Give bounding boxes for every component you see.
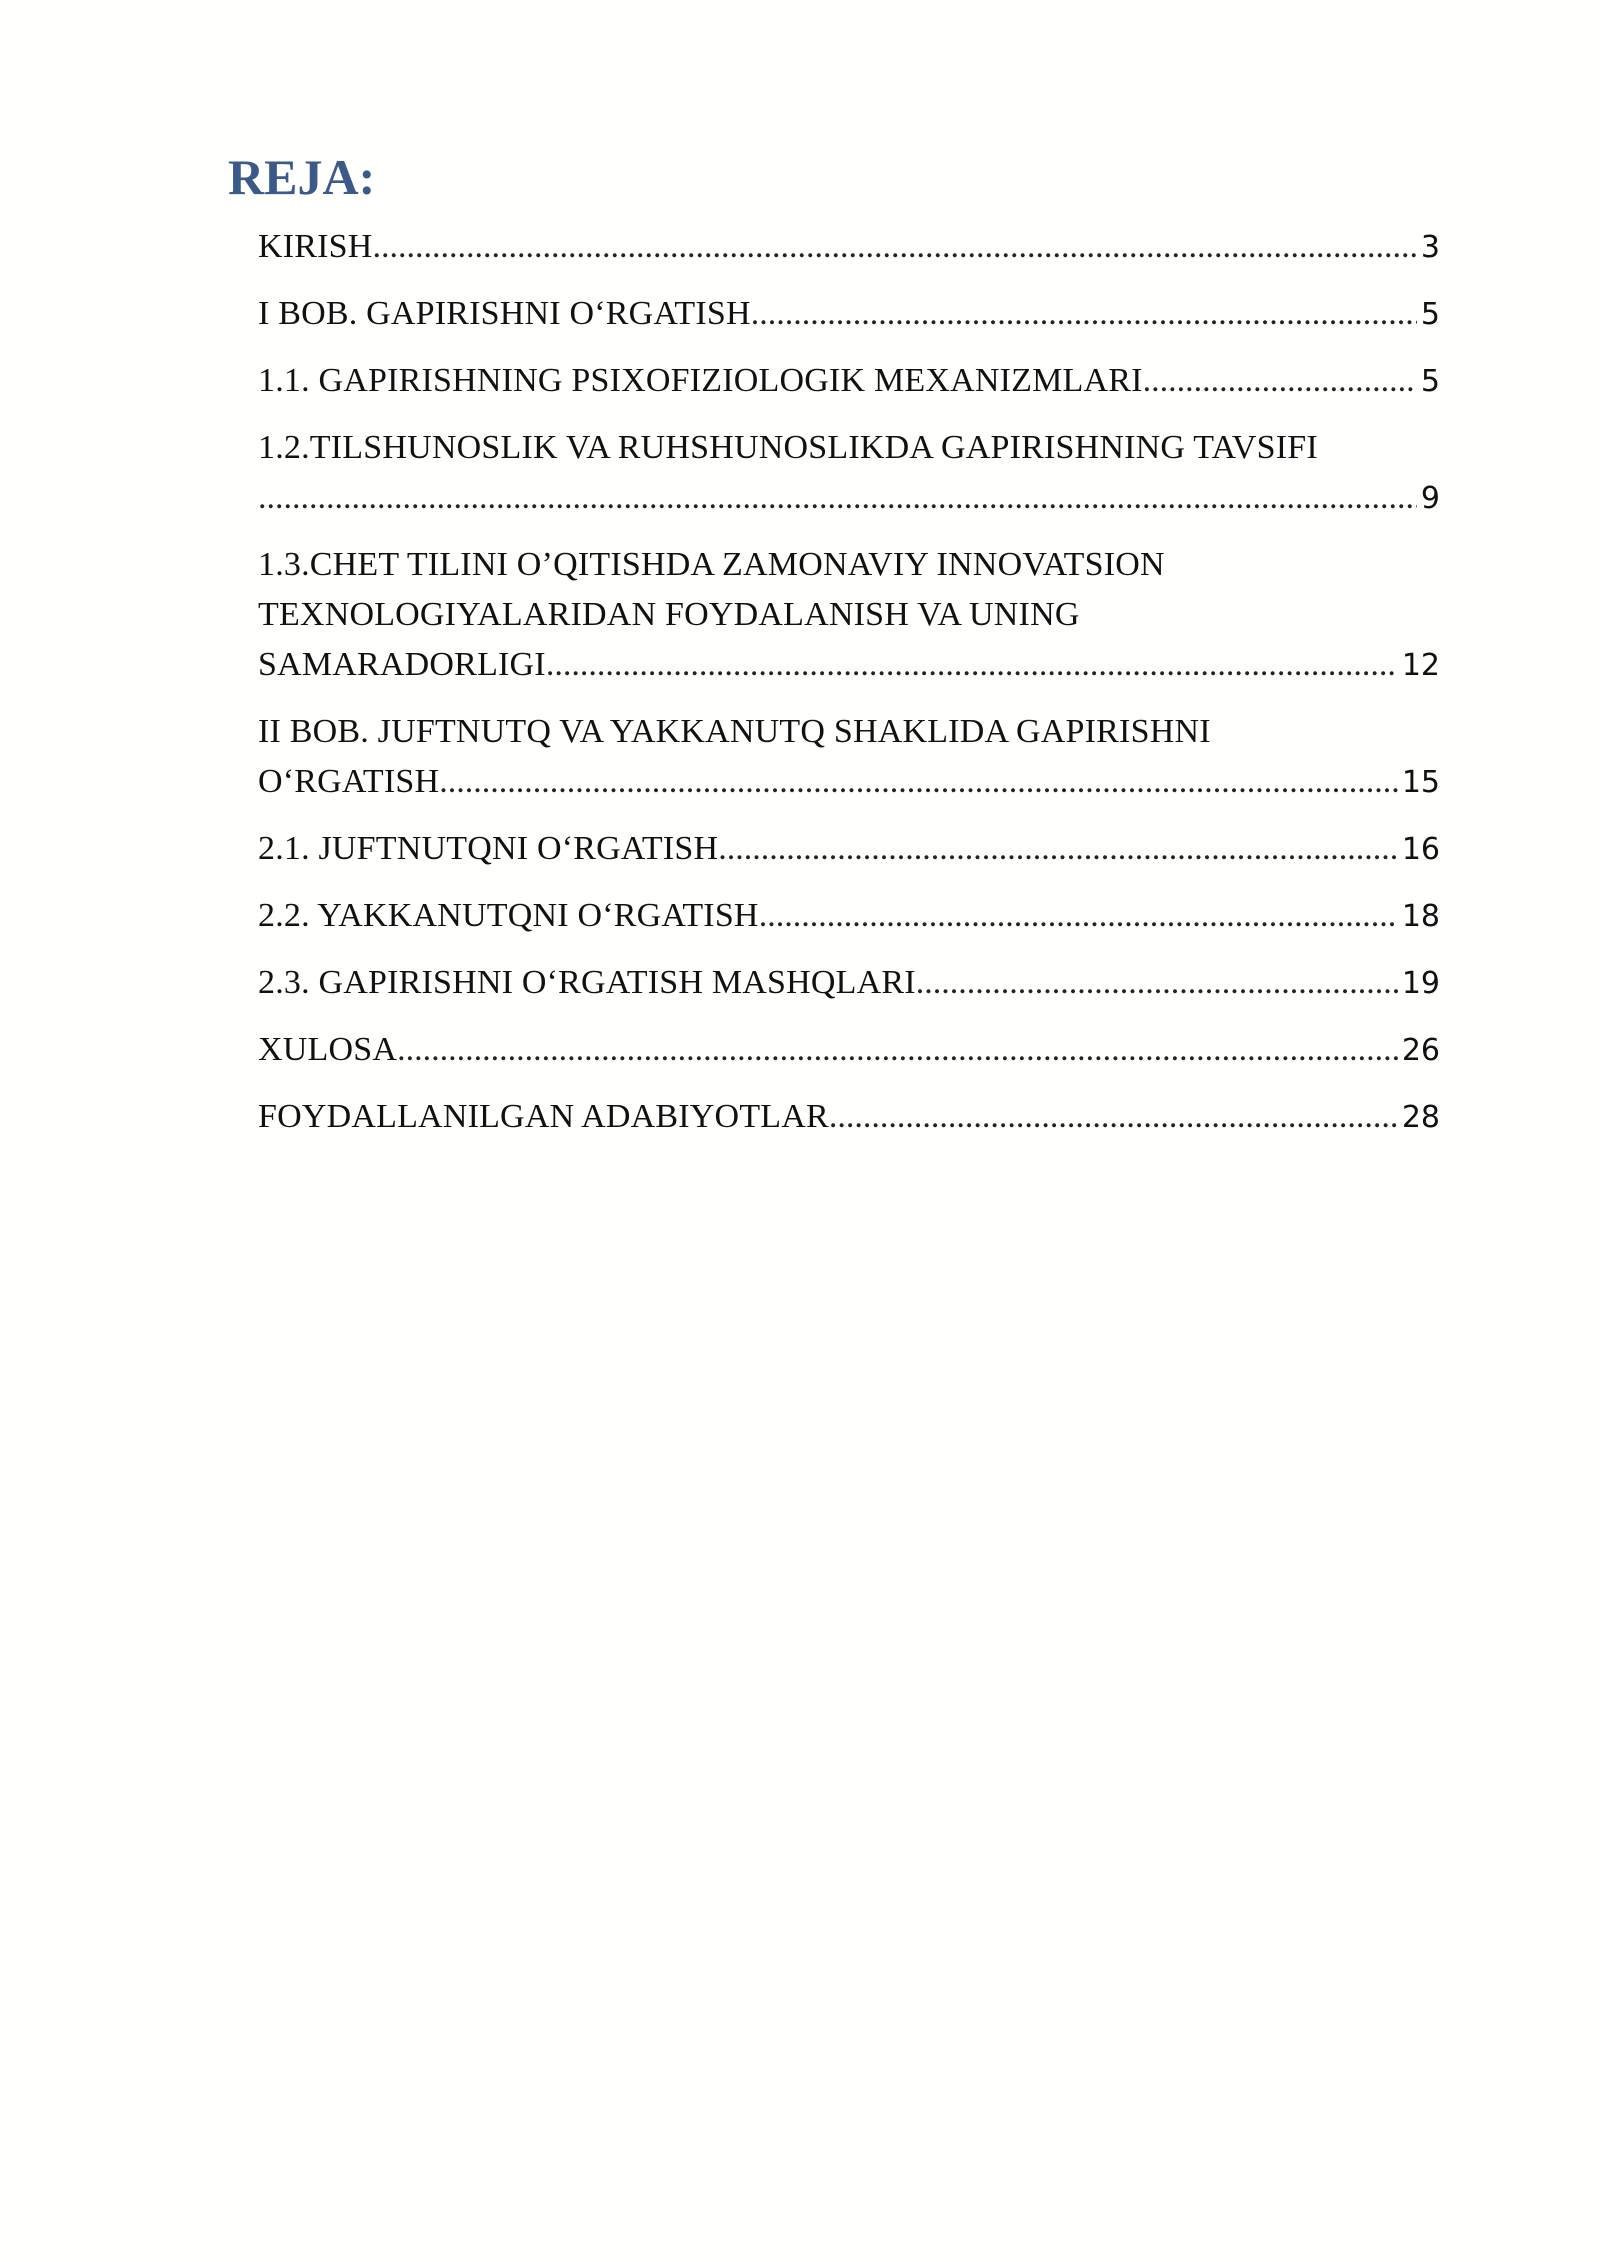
toc-page-number: 9 [1420,481,1440,516]
toc-entry-line [258,1092,1440,1143]
toc-page-number: 28 [1401,1100,1440,1135]
toc-page-number: 12 [1401,648,1440,683]
toc-entry-text: 2.1. JUFTNUTQNI O‘RGATISH [258,830,719,867]
toc-dot-leader [1143,356,1417,406]
toc-entry-line [258,473,1440,524]
toc-page-number: 19 [1401,966,1440,1001]
toc-entry[interactable] [258,1092,1440,1143]
toc-entry-line [258,1025,1440,1076]
toc-entry-text: 1.2.TILSHUNOSLIK VA RUHSHUNOSLIKDA GAPIRISHNING TAVSIFI [258,429,1318,466]
toc-entry-line [258,640,1440,691]
toc-dot-leader [718,824,1398,874]
toc-entry-text: 1.3.CHET TILINI O’QITISHDA ZAMONAVIY INNOVATSION [258,546,1165,583]
toc-dot-leader [439,757,1398,807]
toc-dot-leader [829,1092,1398,1142]
toc-dot-leader [258,473,1417,523]
toc-dot-leader [751,289,1417,339]
toc-entry-line [258,757,1440,808]
toc-entry-line [258,356,1440,407]
toc-page-number: 5 [1420,297,1440,332]
toc-entry[interactable] [258,707,1440,808]
toc-entry[interactable] [258,356,1440,407]
toc-entry-text: XULOSA [258,1031,398,1068]
toc-entry-text: 1.1. GAPIRISHNING PSIXOFIZIOLOGIK MEXANIZMLARI [258,362,1143,399]
toc-entry[interactable] [258,540,1440,691]
toc-page-number: 5 [1420,364,1440,399]
toc-entry-text: 2.3. GAPIRISHNI O‘RGATISH MASHQLARI [258,964,916,1001]
toc-dot-leader [546,640,1398,690]
toc-dot-leader [916,958,1398,1008]
toc-dot-leader [373,222,1417,272]
toc-page-number: 15 [1401,765,1440,800]
toc-entry-line [258,891,1440,942]
toc-entry-text: SAMARADORLIGI [258,646,546,683]
toc-entry-text: II BOB. JUFTNUTQ VA YAKKANUTQ SHAKLIDA GAPIRISHNI [258,713,1211,750]
toc-entry[interactable] [258,222,1440,273]
toc-dot-leader [759,891,1398,941]
toc-entry-text: FOYDALLANILGAN ADABIYOTLAR [258,1098,829,1135]
toc-entry[interactable] [258,958,1440,1009]
toc-entry-line [258,222,1440,273]
toc-page-number: 26 [1401,1033,1440,1068]
toc-entry-text: I BOB. GAPIRISHNI O‘RGATISH [258,295,751,332]
toc-entry[interactable] [258,423,1440,524]
toc-entry[interactable] [258,824,1440,875]
toc-dot-leader [397,1025,1398,1075]
toc-title: REJA: [228,149,376,205]
toc-entry[interactable] [258,289,1440,340]
toc-entry[interactable] [258,1025,1440,1076]
toc-page-number: 16 [1401,832,1440,867]
toc-entry-text: KIRISH [258,228,373,265]
toc-entry-line [258,958,1440,1009]
toc-page-number: 18 [1401,899,1440,934]
toc-entry-line [258,289,1440,340]
table-of-contents [258,222,1440,1159]
toc-entry-text: TEXNOLOGIYALARIDAN FOYDALANISH VA UNING [258,596,1080,633]
toc-entry-text: 2.2. YAKKANUTQNI O‘RGATISH [258,897,759,934]
toc-entry-line [258,824,1440,875]
toc-entry-text: O‘RGATISH [258,763,440,800]
toc-page-number: 3 [1420,230,1440,265]
toc-entry[interactable] [258,891,1440,942]
